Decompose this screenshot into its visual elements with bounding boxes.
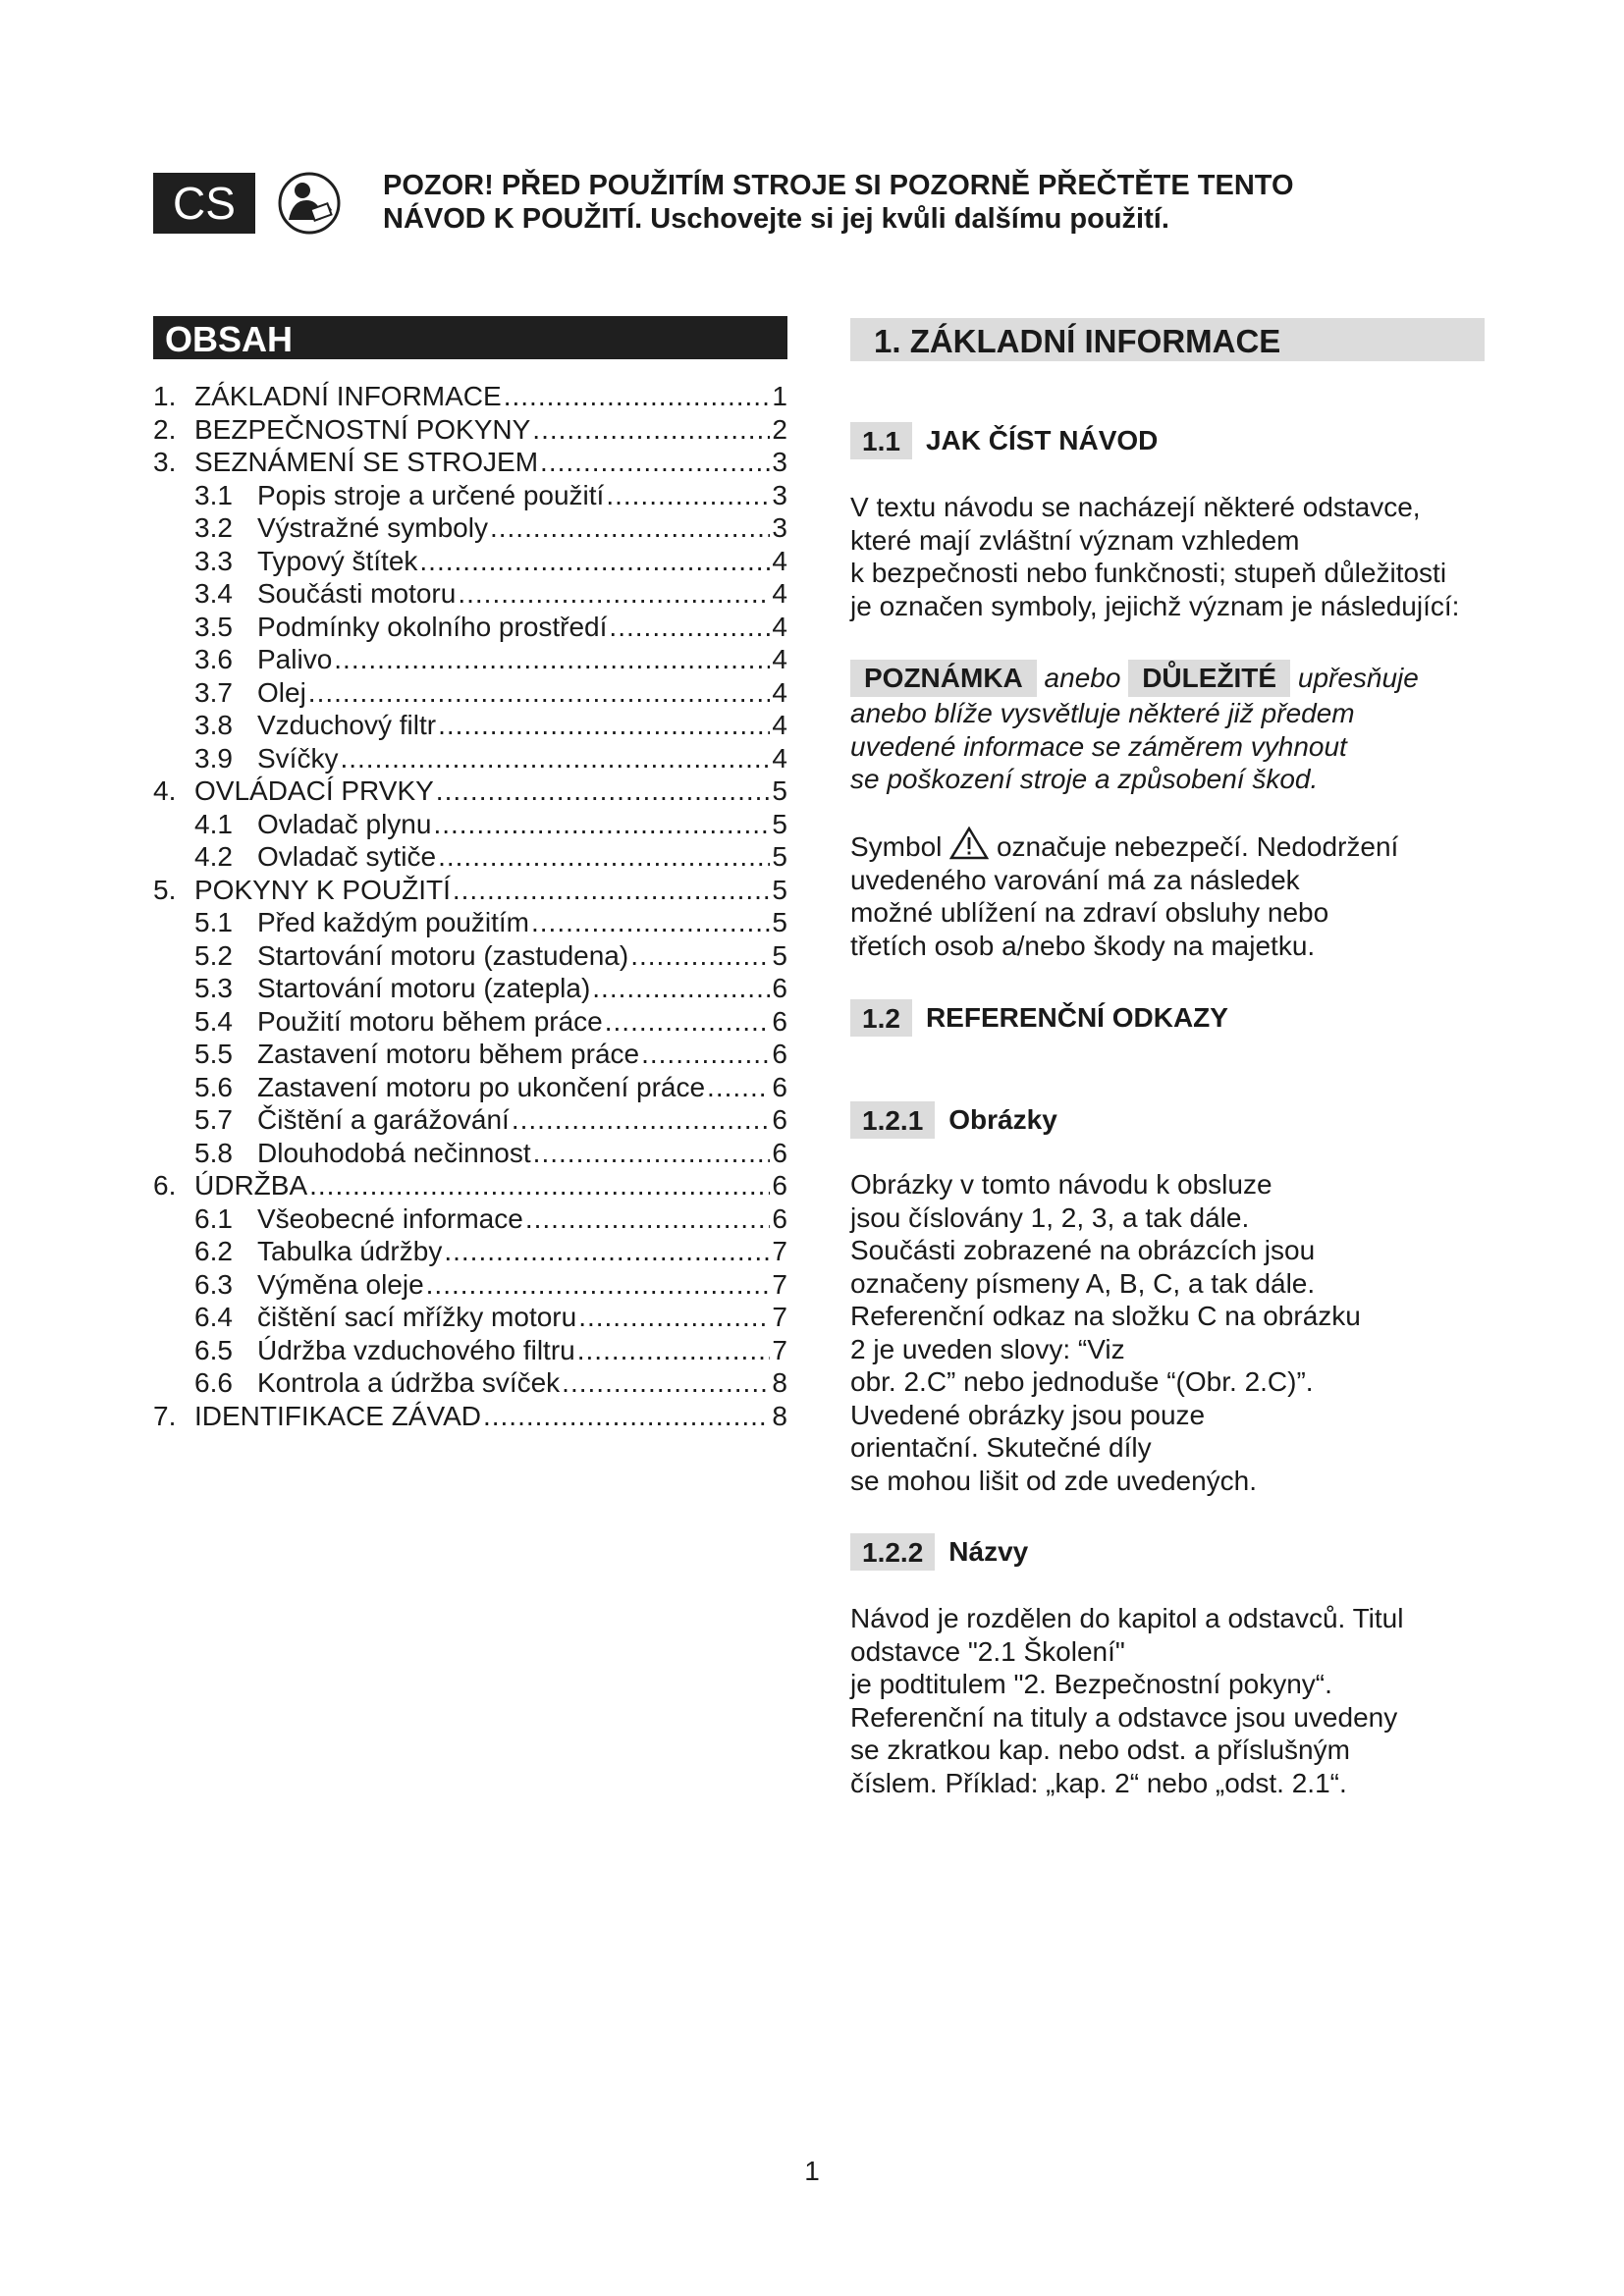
- toc-entry-number: 5.: [153, 874, 177, 905]
- safety-warning-heading: POZOR! PŘED POUŽITÍM STROJE SI POZORNĚ PŘEČTĚTE TENTO NÁVOD K POUŽITÍ. Uschovejte si jej kvůli dalšímu použití.: [383, 170, 1294, 235]
- toc-entry-page: 3: [772, 447, 787, 477]
- toc-entry-title: Všeobecné informace: [257, 1202, 523, 1234]
- toc-entry-page: 1: [772, 381, 787, 411]
- toc-dot-leader: [533, 1138, 771, 1169]
- toc-entry-title: Ovladač plynu: [257, 808, 432, 839]
- toc-entry-title: Dlouhodobá nečinnost: [257, 1137, 531, 1168]
- toc-dot-leader: [707, 1072, 770, 1103]
- toc-dot-leader: [525, 1203, 771, 1235]
- toc-entry-page: 6: [772, 1170, 787, 1201]
- toc-entry-title: Použití motoru během práce: [257, 1005, 603, 1037]
- toc-entry-title: ZÁKLADNÍ INFORMACE: [194, 381, 502, 411]
- toc-entry[interactable]: [153, 1072, 787, 1105]
- toc-entry[interactable]: [153, 775, 787, 809]
- toc-entry-title: OVLÁDACÍ PRVKY: [194, 775, 434, 806]
- toc-entry-page: 4: [772, 644, 787, 674]
- toc-entry-page: 5: [772, 907, 787, 937]
- toc-dot-leader: [309, 1170, 770, 1201]
- toc-entry-page: 8: [772, 1367, 787, 1398]
- toc-dot-leader: [562, 1367, 770, 1399]
- toc-entry[interactable]: [153, 940, 787, 974]
- toc-entry[interactable]: [153, 1335, 787, 1368]
- toc-entry[interactable]: [153, 1170, 787, 1203]
- toc-entry-page: 6: [772, 1137, 787, 1168]
- toc-entry-page: 7: [772, 1334, 787, 1365]
- toc-entry-page: 4: [772, 676, 787, 708]
- toc-entry[interactable]: [153, 710, 787, 743]
- toc-entry-page: 7: [772, 1236, 787, 1266]
- subsection-title: Obrázky: [948, 1104, 1057, 1135]
- toc-entry-page: 5: [772, 775, 787, 806]
- toc-entry-number: 6.5: [194, 1334, 233, 1365]
- toc-entry-title: Typový štítek: [257, 545, 418, 576]
- toc-dot-leader: [641, 1039, 770, 1070]
- toc-entry[interactable]: [153, 875, 787, 908]
- toc-entry-number: 3.1: [194, 479, 233, 510]
- toc-entry[interactable]: [153, 512, 787, 546]
- table-of-contents: [153, 381, 787, 1433]
- toc-entry-title: Vzduchový filtr: [257, 710, 437, 740]
- toc-entry-page: 5: [772, 939, 787, 971]
- toc-entry-page: 6: [772, 1005, 787, 1037]
- toc-entry-title: Zastavení motoru během práce: [257, 1039, 640, 1069]
- toc-entry-number: 6.2: [194, 1236, 233, 1266]
- how-to-read-paragraph: V textu návodu se nacházejí některé odstavce, které mají zvláštní význam vzhledem k bezpečnosti nebo funkčnosti; stupeň důležitosti je označen symboly, jejichž význam je následující:: [850, 492, 1460, 621]
- toc-entry-title: IDENTIFIKACE ZÁVAD: [194, 1400, 481, 1431]
- toc-entry-title: Výměna oleje: [257, 1268, 424, 1300]
- toc-dot-leader: [578, 1302, 770, 1333]
- toc-dot-leader: [605, 1006, 771, 1038]
- toc-dot-leader: [419, 546, 770, 577]
- toc-entry-title: Údržba vzduchového filtru: [257, 1334, 575, 1365]
- toc-entry-page: 6: [772, 1202, 787, 1234]
- titles-paragraph: Návod je rozdělen do kapitol a odstavců. Titul odstavce "2.1 Školení" je podtitulem "2. Bezpečnostní pokyny“. Referenční na tituly a odstavce jsou uvedeny se zkratkou kap. nebo odst. a příslušným číslem. Příklad: „kap. 2“ nebo „odst. 2.1“.: [850, 1603, 1404, 1798]
- subsection-title: Názvy: [948, 1536, 1029, 1567]
- toc-entry-page: 4: [772, 742, 787, 774]
- subsection-number: 1.2.2: [850, 1533, 935, 1571]
- important-tag: DŮLEŽITÉ: [1128, 660, 1290, 697]
- toc-entry-page: 7: [772, 1268, 787, 1300]
- toc-entry-number: 6.6: [194, 1367, 233, 1398]
- toc-entry-page: 5: [772, 808, 787, 839]
- subsection-1-1-heading: [850, 422, 1489, 459]
- toc-entry-title: čištění sací mřížky motoru: [257, 1302, 577, 1332]
- toc-entry-page: 5: [772, 874, 787, 905]
- toc-dot-leader: [433, 809, 770, 840]
- toc-entry-number: 6.1: [194, 1202, 233, 1234]
- toc-entry-number: 3.3: [194, 545, 233, 576]
- toc-entry[interactable]: [153, 677, 787, 711]
- toc-entry-page: 2: [772, 413, 787, 445]
- toc-entry[interactable]: [153, 447, 787, 480]
- toc-entry-page: 6: [772, 1071, 787, 1102]
- toc-entry-number: 3.2: [194, 512, 233, 543]
- toc-entry-page: 4: [772, 710, 787, 740]
- toc-dot-leader: [334, 644, 770, 675]
- toc-dot-leader: [577, 1335, 771, 1366]
- toc-entry[interactable]: [153, 1039, 787, 1072]
- toc-entry-page: 5: [772, 841, 787, 872]
- toc-entry-number: 7.: [153, 1400, 177, 1431]
- toc-dot-leader: [444, 1236, 770, 1267]
- toc-entry-number: 3.: [153, 447, 177, 477]
- toc-entry[interactable]: [153, 1104, 787, 1138]
- toc-entry[interactable]: [153, 1236, 787, 1269]
- danger-symbol-paragraph: Symbol označuje nebezpečí. Nedodržení uvedeného varování má za následek možné ublížení na zdraví obsluhy nebo třetích osob a/nebo škody na majetku.: [850, 827, 1489, 962]
- toc-entry-title: Zastavení motoru po ukončení práce: [257, 1071, 706, 1102]
- toc-entry-title: Startování motoru (zatepla): [257, 973, 591, 1003]
- figures-paragraph: Obrázky v tomto návodu k obsluze jsou číslovány 1, 2, 3, a tak dále. Součásti zobrazené na obrázcích jsou označeny písmeny A, B, C, a tak dále. Referenční odkaz na složku C na obrázku 2 je uveden slovy: “Viz obr. 2.C” nebo jednoduše “(Obr. 2.C)”. Uvedené obrázky jsou pouze orientační. Skutečné díly se mohou lišit od zde uvedených.: [850, 1169, 1361, 1496]
- toc-entry-title: Palivo: [257, 644, 333, 674]
- toc-entry-number: 3.4: [194, 578, 233, 609]
- toc-entry[interactable]: [153, 381, 787, 414]
- toc-entry-page: 6: [772, 1039, 787, 1069]
- toc-entry-number: 3.6: [194, 644, 233, 674]
- toc-entry[interactable]: [153, 644, 787, 677]
- toc-entry-title: Kontrola a údržba svíček: [257, 1367, 561, 1398]
- toc-dot-leader: [606, 480, 770, 511]
- toc-entry-page: 4: [772, 545, 787, 576]
- toc-dot-leader: [308, 677, 771, 709]
- toc-entry-title: Startování motoru (zastudena): [257, 939, 629, 971]
- toc-entry-number: 5.1: [194, 907, 233, 937]
- toc-entry-title: Součásti motoru: [257, 578, 457, 609]
- toc-entry-page: 3: [772, 512, 787, 543]
- toc-entry-page: 4: [772, 611, 787, 642]
- toc-entry[interactable]: [153, 841, 787, 875]
- note-tag: POZNÁMKA: [850, 660, 1037, 697]
- toc-entry-title: Tabulka údržby: [257, 1236, 443, 1266]
- toc-dot-leader: [609, 612, 770, 643]
- toc-entry[interactable]: [153, 1269, 787, 1303]
- toc-entry-number: 4.: [153, 775, 177, 806]
- section-1-heading: 1. ZÁKLADNÍ INFORMACE: [850, 318, 1485, 361]
- toc-dot-leader: [592, 973, 770, 1004]
- page-number: 1: [804, 2156, 820, 2186]
- toc-entry-title: Svíčky: [257, 742, 339, 774]
- toc-entry-number: 3.7: [194, 676, 233, 708]
- toc-dot-leader: [483, 1401, 770, 1432]
- toc-entry-title: Ovladač sytiče: [257, 841, 437, 872]
- toc-dot-leader: [630, 940, 770, 972]
- toc-entry-page: 7: [772, 1302, 787, 1332]
- toc-entry[interactable]: [153, 1302, 787, 1335]
- subsection-1-2-2-heading: [850, 1533, 1489, 1571]
- subsection-number: 1.2.1: [850, 1101, 935, 1139]
- toc-entry-title: POKYNY K POUŽITÍ: [194, 874, 451, 905]
- toc-entry[interactable]: [153, 612, 787, 645]
- toc-dot-leader: [531, 907, 770, 938]
- toc-dot-leader: [458, 578, 770, 610]
- toc-entry-number: 5.3: [194, 973, 233, 1003]
- toc-entry-number: 4.2: [194, 841, 233, 872]
- toc-entry-page: 8: [772, 1400, 787, 1431]
- toc-dot-leader: [426, 1269, 771, 1301]
- toc-entry[interactable]: [153, 1203, 787, 1237]
- toc-dot-leader: [436, 775, 771, 807]
- toc-entry-number: 5.6: [194, 1071, 233, 1102]
- toc-entry-title: Výstražné symboly: [257, 512, 488, 543]
- toc-entry[interactable]: [153, 414, 787, 448]
- toc-entry[interactable]: [153, 1401, 787, 1434]
- toc-entry-title: SEZNÁMENÍ SE STROJEM: [194, 447, 539, 477]
- toc-entry-title: Před každým použitím: [257, 907, 529, 937]
- toc-dot-leader: [490, 512, 770, 544]
- toc-entry-number: 5.5: [194, 1039, 233, 1069]
- toc-dot-leader: [438, 710, 770, 741]
- toc-entry-title: Olej: [257, 676, 306, 708]
- toc-title: OBSAH: [153, 316, 787, 359]
- toc-entry[interactable]: [153, 907, 787, 940]
- note-important-paragraph: POZNÁMKA anebo DŮLEŽITÉ upřesňuje anebo blíže vysvětluje některé již předem uvedené informace se záměrem vyhnout se poškození stroje a způsobení škod.: [850, 660, 1489, 796]
- toc-dot-leader: [438, 841, 770, 873]
- language-badge: CS: [153, 173, 255, 234]
- toc-dot-leader: [512, 1104, 771, 1136]
- toc-entry-number: 5.7: [194, 1104, 233, 1135]
- toc-entry[interactable]: [153, 1006, 787, 1040]
- toc-entry-title: BEZPEČNOSTNÍ POKYNY: [194, 413, 531, 445]
- toc-entry-number: 3.5: [194, 611, 233, 642]
- toc-entry-page: 6: [772, 973, 787, 1003]
- toc-dot-leader: [453, 875, 771, 906]
- subsection-1-2-1-heading: [850, 1101, 1489, 1139]
- subsection-number: 1.1: [850, 422, 912, 459]
- toc-entry[interactable]: [153, 480, 787, 513]
- toc-entry-number: 5.8: [194, 1137, 233, 1168]
- toc-entry-title: Čištění a garážování: [257, 1104, 510, 1135]
- toc-dot-leader: [504, 381, 771, 412]
- subsection-title: JAK ČÍST NÁVOD: [925, 425, 1159, 455]
- toc-entry-title: Podmínky okolního prostředí: [257, 611, 608, 642]
- toc-dot-leader: [540, 447, 770, 478]
- subsection-title: REFERENČNÍ ODKAZY: [925, 1002, 1228, 1033]
- toc-entry[interactable]: [153, 743, 787, 776]
- toc-entry[interactable]: [153, 578, 787, 612]
- toc-entry-page: 4: [772, 578, 787, 609]
- toc-entry-number: 1.: [153, 381, 177, 411]
- toc-dot-leader: [532, 414, 770, 446]
- toc-entry-title: ÚDRŽBA: [194, 1170, 308, 1201]
- read-manual-icon: [277, 171, 342, 236]
- toc-entry[interactable]: [153, 973, 787, 1006]
- toc-entry[interactable]: [153, 809, 787, 842]
- subsection-1-2-heading: [850, 999, 1489, 1037]
- toc-entry-page: 3: [772, 479, 787, 510]
- toc-entry-number: 6.4: [194, 1302, 233, 1332]
- toc-entry-title: Popis stroje a určené použití: [257, 479, 605, 510]
- toc-entry-number: 6.: [153, 1170, 177, 1201]
- toc-entry-number: 5.2: [194, 939, 233, 971]
- toc-entry[interactable]: [153, 546, 787, 579]
- toc-entry-page: 6: [772, 1104, 787, 1135]
- toc-entry[interactable]: [153, 1138, 787, 1171]
- toc-entry-number: 6.3: [194, 1268, 233, 1300]
- subsection-number: 1.2: [850, 999, 912, 1037]
- toc-entry-number: 3.8: [194, 710, 233, 740]
- toc-entry-number: 2.: [153, 413, 177, 445]
- toc-entry-number: 3.9: [194, 742, 233, 774]
- toc-entry-number: 5.4: [194, 1005, 233, 1037]
- warning-triangle-icon: [949, 827, 989, 860]
- toc-entry-number: 4.1: [194, 808, 233, 839]
- toc-dot-leader: [340, 743, 770, 774]
- toc-entry[interactable]: [153, 1367, 787, 1401]
